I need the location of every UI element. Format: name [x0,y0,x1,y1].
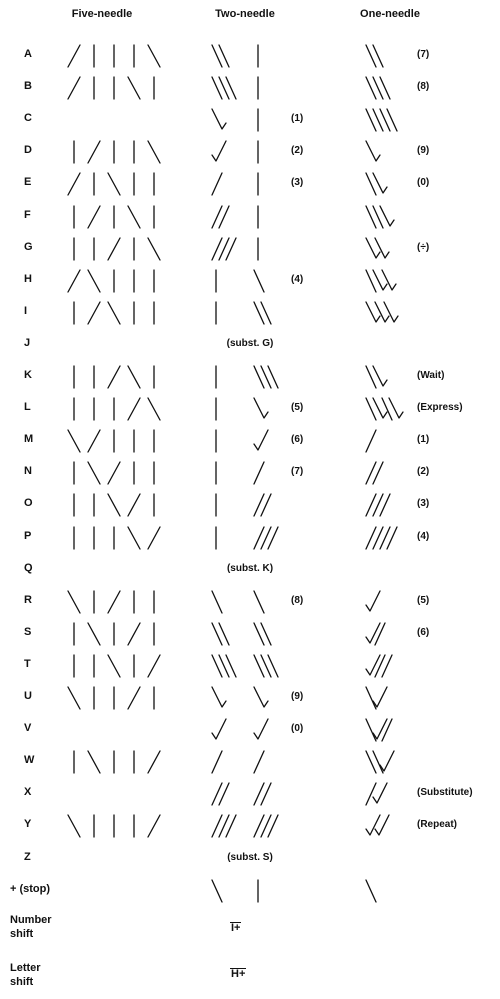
two-needle-left [212,653,252,679]
one-needle-pattern-stroke-1 [373,398,387,418]
one-needle-pattern-stroke-0 [366,591,380,611]
row-letter: K [24,369,32,381]
five-needle-pattern [68,204,168,230]
row-letter: B [24,80,32,93]
five-needle-pattern [68,268,168,294]
two-needle-left-stroke-0 [212,880,222,902]
one-needle-pattern-stroke-0 [366,880,376,902]
five-needle-pattern-stroke-2 [108,173,120,195]
one-needle-pattern-stroke-2 [384,302,398,322]
five-needle-pattern-stroke-2 [108,655,120,677]
one-needle-pattern [366,460,411,486]
table-row [0,845,500,873]
one-needle-pattern-stroke-2 [380,751,394,771]
one-needle-pattern-stroke-0 [366,815,380,835]
one-needle-pattern-stroke-1 [373,270,387,290]
two-needle-right [254,813,294,839]
one-needle-pattern-stroke-0 [366,719,376,741]
row-letter: R [24,593,32,606]
two-needle-code: (1) [291,113,304,125]
table-row [0,459,500,487]
one-needle-pattern [366,653,411,679]
one-needle-pattern-stroke-0 [366,238,380,258]
two-needle-right [254,878,294,904]
one-needle-pattern [366,300,411,326]
two-needle-code: (0) [291,723,304,735]
table-row [0,42,500,70]
row-letter: X [24,786,32,799]
two-needle-right-stroke-0 [254,462,264,484]
two-needle-code: (9) [291,691,304,702]
five-needle-pattern [68,653,168,679]
one-needle-pattern [366,268,411,294]
one-needle-code: (2) [417,466,430,478]
row-letter: + (stop) [10,882,51,895]
one-needle-code: (Substitute) [417,787,473,799]
row-letter: N [24,465,32,478]
five-needle-pattern [68,43,168,69]
row-letter: I [24,304,28,317]
five-needle-pattern-stroke-4 [148,655,160,677]
two-needle-right [254,781,294,807]
table-row [0,652,500,680]
two-needle-right [254,749,294,775]
one-needle-code: (Express) [417,402,463,414]
two-needle-right [254,364,294,390]
one-needle-pattern [366,589,411,615]
two-needle-left [212,685,252,711]
two-needle-right [254,492,294,518]
five-needle-pattern [68,589,168,615]
five-needle-pattern-stroke-3 [128,206,140,228]
header-five-needle: Five-needle [71,8,133,20]
two-needle-code: (4) [291,273,304,285]
one-needle-pattern-stroke-0 [366,430,376,452]
one-needle-pattern [366,396,411,422]
five-needle-pattern-stroke-3 [128,366,140,388]
one-needle-pattern-stroke-1 [375,623,385,645]
row-letter: T [24,657,31,670]
two-needle-right [254,268,294,294]
two-needle-left [212,878,252,904]
two-needle-right-stroke-0 [254,751,264,773]
substitute-note: (subst. K) [226,562,274,574]
five-needle-pattern-stroke-4 [148,45,160,67]
row-letter: Z [24,850,31,863]
two-needle-right [254,300,294,326]
one-needle-pattern-stroke-1 [373,366,387,386]
table-row [0,267,500,295]
row-letter: G [24,240,33,253]
five-needle-pattern-stroke-0 [68,77,80,99]
one-needle-code: (5) [417,594,430,606]
five-needle-pattern [68,460,168,486]
table-row [0,395,500,423]
one-needle-code: (÷) [417,241,430,253]
two-needle-left [212,204,252,230]
five-needle-pattern-stroke-1 [88,430,100,452]
row-letter: S [24,625,32,638]
table-row [0,556,500,584]
two-needle-left [212,107,252,133]
five-needle-pattern-stroke-4 [148,815,160,837]
five-needle-pattern [68,428,168,454]
five-needle-pattern-stroke-4 [148,751,160,773]
one-needle-pattern [366,236,411,262]
table-row [0,877,500,905]
five-needle-pattern-stroke-2 [108,494,120,516]
two-needle-left [212,364,252,390]
row-letter: H [24,272,32,285]
letter-shift-label: Letter shift [10,962,41,988]
two-needle-left [212,43,252,69]
five-needle-pattern [68,75,168,101]
two-needle-code: (6) [291,434,304,446]
two-needle-right [254,685,294,711]
two-needle-left-stroke-0 [212,719,226,739]
row-letter: W [24,754,35,767]
one-needle-pattern-stroke-0 [366,687,376,709]
five-needle-pattern-stroke-2 [108,366,120,388]
two-needle-left [212,171,252,197]
one-needle-pattern [366,139,411,165]
five-needle-pattern-stroke-4 [148,398,160,420]
five-needle-pattern [68,813,168,839]
header-one-needle: One-needle [360,8,420,20]
two-needle-right [254,653,294,679]
row-letter: O [24,497,33,510]
two-needle-code: (7) [291,466,304,478]
one-needle-pattern-stroke-2 [382,719,392,741]
row-letter: F [24,208,31,221]
one-needle-pattern-stroke-3 [389,398,403,418]
five-needle-pattern-stroke-1 [88,270,100,292]
one-needle-pattern [366,749,411,775]
two-needle-left-stroke-0 [212,173,222,195]
one-needle-code: (3) [417,498,430,510]
two-needle-right-stroke-0 [254,591,264,613]
five-needle-pattern-stroke-2 [108,302,120,324]
table-row [0,74,500,102]
table-row [0,684,500,712]
two-needle-right [254,236,294,262]
two-needle-left [212,492,252,518]
one-needle-code: (1) [417,434,430,446]
one-needle-pattern [366,107,411,133]
two-needle-left [212,460,252,486]
row-letter: J [24,336,31,349]
table-row [0,812,500,840]
five-needle-pattern [68,749,168,775]
one-needle-pattern [366,171,411,197]
five-needle-pattern-stroke-0 [68,430,80,452]
one-needle-pattern [366,813,411,839]
five-needle-pattern-stroke-3 [128,687,140,709]
one-needle-pattern [366,685,411,711]
table-row [0,106,500,134]
two-needle-right [254,107,294,133]
one-needle-pattern [366,717,411,743]
two-needle-right [254,717,294,743]
two-needle-right-stroke-0 [254,270,264,292]
five-needle-pattern [68,364,168,390]
row-letter: Y [24,818,32,831]
table-row [0,427,500,455]
five-needle-pattern [68,525,168,551]
two-needle-left [212,236,252,262]
five-needle-pattern [68,396,168,422]
five-needle-pattern-stroke-3 [128,623,140,645]
row-letter: C [24,112,32,125]
two-needle-right [254,396,294,422]
one-needle-pattern [366,492,411,518]
two-needle-left [212,813,252,839]
five-needle-pattern [68,492,168,518]
two-needle-left [212,717,252,743]
two-needle-right [254,139,294,165]
five-needle-pattern-stroke-4 [148,527,160,549]
row-letter: A [24,48,32,60]
five-needle-pattern-stroke-4 [148,141,160,163]
two-needle-left [212,781,252,807]
two-needle-right-stroke-0 [254,687,268,707]
two-needle-left-stroke-0 [212,109,226,129]
one-needle-code: (6) [417,626,430,638]
row-letter: Q [24,561,33,574]
two-needle-right [254,75,294,101]
one-needle-pattern [366,204,411,230]
five-needle-pattern-stroke-2 [108,591,120,613]
table-row [0,620,500,648]
five-needle-pattern [68,236,168,262]
number-shift-symbol: I+ [231,922,241,934]
five-needle-pattern-stroke-1 [88,751,100,773]
one-needle-pattern-stroke-0 [366,783,376,805]
table-row [0,588,500,616]
one-needle-code: (9) [417,145,430,157]
five-needle-pattern-stroke-3 [128,527,140,549]
two-needle-right-stroke-0 [254,398,268,418]
one-needle-pattern-stroke-0 [366,141,380,161]
one-needle-pattern-stroke-1 [375,238,389,258]
table-row [0,331,500,359]
five-needle-pattern-stroke-0 [68,591,80,613]
two-needle-code: (5) [291,402,304,414]
five-needle-pattern-stroke-3 [128,77,140,99]
row-letter: D [24,144,32,157]
two-needle-left [212,749,252,775]
one-needle-code: (8) [417,81,430,93]
one-needle-pattern [366,781,411,807]
five-needle-pattern [68,685,168,711]
five-needle-pattern-stroke-1 [88,206,100,228]
two-needle-left [212,428,252,454]
five-needle-pattern-stroke-2 [108,462,120,484]
five-needle-pattern [68,300,168,326]
five-needle-pattern [68,621,168,647]
five-needle-pattern-stroke-0 [68,687,80,709]
one-needle-pattern-stroke-1 [373,173,387,193]
two-needle-right [254,171,294,197]
one-needle-pattern [366,525,411,551]
letter-shift-symbol: H+ [231,968,246,980]
two-needle-code: (8) [291,594,304,606]
two-needle-left [212,621,252,647]
two-needle-left-stroke-0 [212,591,222,613]
five-needle-pattern-stroke-1 [88,462,100,484]
table-row [0,363,500,391]
five-needle-pattern-stroke-0 [68,815,80,837]
two-needle-right-stroke-0 [254,430,268,450]
two-needle-left [212,300,252,326]
two-needle-left [212,75,252,101]
two-needle-left [212,525,252,551]
table-row [0,170,500,198]
two-needle-left [212,396,252,422]
row-letter: V [24,722,32,735]
two-needle-right [254,204,294,230]
table-row [0,203,500,231]
two-needle-left [212,268,252,294]
table-row [0,524,500,552]
table-row [0,138,500,166]
five-needle-pattern-stroke-1 [88,302,100,324]
one-needle-pattern [366,364,411,390]
one-needle-code: (0) [417,177,430,189]
two-needle-left-stroke-0 [212,687,226,707]
one-needle-pattern-stroke-1 [375,815,389,835]
five-needle-pattern [68,171,168,197]
five-needle-pattern-stroke-0 [68,173,80,195]
one-needle-code: (Wait) [417,370,445,381]
two-needle-left [212,139,252,165]
two-needle-code: (3) [291,177,304,189]
row-letter: M [24,433,34,446]
two-needle-right [254,525,294,551]
five-needle-pattern-stroke-4 [148,238,160,260]
table-row [0,748,500,776]
one-needle-pattern [366,621,411,647]
two-needle-left [212,589,252,615]
one-needle-code: (7) [417,49,430,60]
two-needle-right [254,621,294,647]
number-shift-label: Number shift [10,914,52,940]
one-needle-pattern [366,75,411,101]
five-needle-pattern-stroke-3 [128,398,140,420]
table-row [0,780,500,808]
table-row [0,235,500,263]
one-needle-pattern-stroke-0 [366,302,380,322]
five-needle-pattern [68,139,168,165]
one-needle-pattern-stroke-2 [380,206,394,226]
table-row [0,491,500,519]
one-needle-pattern-stroke-1 [375,302,389,322]
five-needle-pattern-stroke-0 [68,270,80,292]
two-needle-right-stroke-0 [254,719,268,739]
row-letter: E [24,176,32,189]
row-letter: L [24,401,31,414]
two-needle-left-stroke-0 [212,751,222,773]
two-needle-right [254,460,294,486]
two-needle-right [254,589,294,615]
one-needle-code: (4) [417,530,430,542]
one-needle-pattern [366,878,411,904]
header-two-needle: Two-needle [215,8,275,20]
five-needle-pattern-stroke-1 [88,623,100,645]
table-row [0,716,500,744]
substitute-note: (subst. G) [226,337,274,349]
two-needle-left-stroke-0 [212,141,226,161]
five-needle-pattern-stroke-3 [128,494,140,516]
two-needle-right [254,428,294,454]
substitute-note: (subst. S) [227,851,273,863]
one-needle-pattern-stroke-1 [373,687,387,707]
table-row [0,299,500,327]
row-letter: U [24,690,32,702]
one-needle-pattern-stroke-2 [382,270,396,290]
five-needle-pattern-stroke-1 [88,141,100,163]
one-needle-pattern [366,43,411,69]
two-needle-code: (2) [291,145,304,157]
five-needle-pattern-stroke-2 [108,238,120,260]
one-needle-code: (Repeat) [417,819,458,831]
five-needle-pattern-stroke-0 [68,45,80,67]
one-needle-pattern [366,428,411,454]
row-letter: P [24,529,32,542]
two-needle-right [254,43,294,69]
